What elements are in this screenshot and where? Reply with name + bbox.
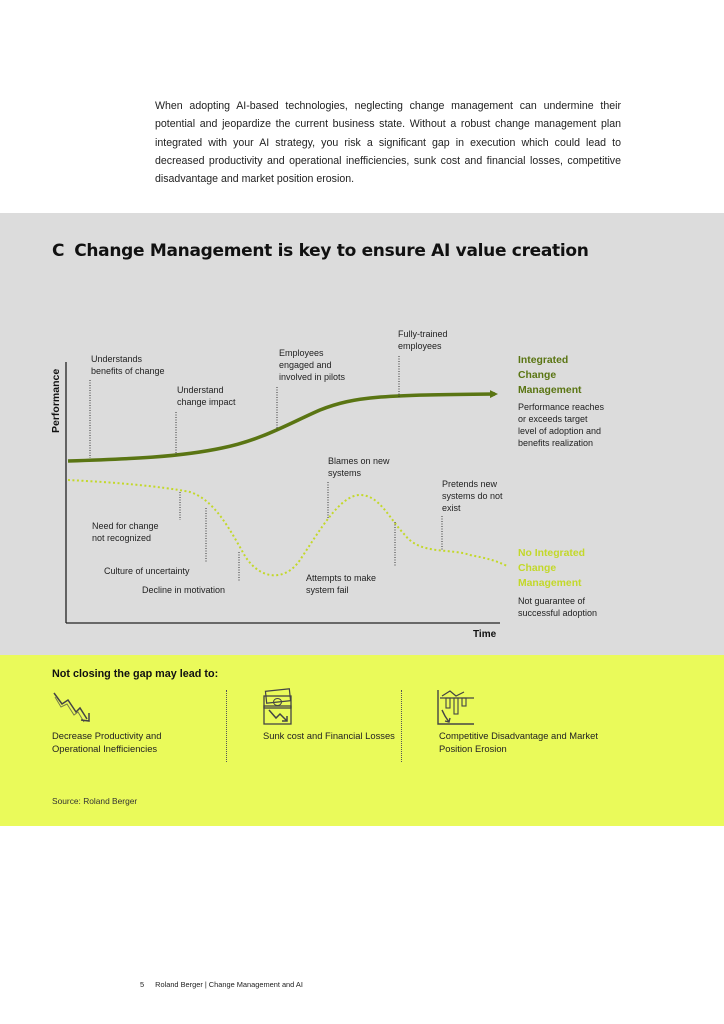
money-loss-icon	[262, 688, 294, 726]
description-line: Not guarantee of	[518, 596, 586, 606]
no-integrated-heading	[518, 548, 585, 589]
figure-letter: C	[52, 241, 65, 261]
change-curve-diagram	[0, 213, 724, 655]
gap-title: Not closing the gap may lead to:	[52, 668, 219, 680]
annotation-line: Pretends new	[442, 479, 498, 489]
annotation-line: Understand	[177, 385, 224, 395]
annotation-line: Employees	[279, 348, 324, 358]
heading-line: Change	[518, 563, 557, 574]
annotation-line: Attempts to make	[306, 573, 377, 583]
description-line: or exceeds target	[518, 414, 588, 424]
impact-label-competitive: Competitive Disadvantage and Market Position Erosion	[439, 730, 598, 754]
heading-line: Change	[518, 370, 557, 381]
annotation-line: systems do not	[442, 491, 503, 501]
annotation-need-for-change	[92, 521, 159, 543]
trend-down-icon	[52, 688, 94, 724]
annotation-line: Need for change	[92, 521, 159, 531]
y-axis-label: Performance	[50, 368, 62, 433]
description-line: Performance reaches	[518, 402, 605, 412]
page-footer	[140, 980, 303, 989]
impact-label-productivity: Decrease Productivity and Operational Inefficiencies	[52, 730, 162, 754]
figure-title: Change Management is key to ensure AI value creation	[74, 241, 589, 261]
heading-line: No Integrated	[518, 548, 585, 559]
annotation-line: engaged and	[279, 360, 332, 370]
annotation-understands-benefits	[91, 354, 165, 376]
integrated-description	[518, 402, 605, 448]
annotation-employees-engaged	[279, 348, 346, 382]
description-line: level of adoption and	[518, 426, 602, 436]
x-axis-label: Time	[473, 629, 497, 640]
annotation-blames-systems	[328, 456, 390, 478]
annotation-line: Blames on new	[328, 456, 390, 466]
annotation-line: Fully-trained	[398, 329, 448, 339]
no-integrated-callouts	[180, 482, 442, 582]
annotation-line: employees	[398, 341, 442, 351]
heading-line: Integrated	[518, 355, 569, 366]
annotation-fully-trained	[398, 329, 448, 351]
no-integrated-description	[518, 596, 597, 618]
annotation-line: benefits of change	[91, 366, 165, 376]
annotation-line: systems	[328, 468, 362, 478]
annotation-pretends-systems	[442, 479, 503, 513]
integrated-curve	[68, 394, 495, 461]
heading-line: Management	[518, 385, 582, 396]
source-note: Source: Roland Berger	[52, 796, 138, 806]
annotation-line: not recognized	[92, 533, 152, 543]
annotation-decline-motivation: Decline in motivation	[142, 585, 226, 595]
impact-label-sunk-cost: Sunk cost and Financial Losses	[263, 730, 395, 741]
page-number: 5	[140, 980, 145, 989]
heading-line: Management	[518, 578, 582, 589]
market-chart-icon	[436, 688, 476, 726]
intro-paragraph: When adopting AI-based technologies, neglecting change management can undermine their potential and jeopardize the current business state. Without a robust change management plan integrated with your AI strategy, you risk a significant gap in execution which could lead to decreased productivity and operational inefficiencies, sunk cost and financial losses, competitive disadvantage and market position erosion.	[155, 100, 621, 186]
annotation-line: change impact	[177, 397, 236, 407]
footer-text: Roland Berger | Change Management and AI	[155, 980, 303, 989]
integrated-heading	[518, 355, 582, 396]
divider	[401, 690, 402, 762]
annotation-culture-uncertainty: Culture of uncertainty	[104, 566, 190, 576]
annotation-line: system fail	[306, 585, 349, 595]
annotation-understand-impact	[177, 385, 236, 407]
description-line: successful adoption	[518, 608, 598, 618]
annotation-attempts-fail	[306, 573, 376, 595]
annotation-line: Understands	[91, 354, 143, 364]
description-line: benefits realization	[518, 438, 594, 448]
divider	[226, 690, 227, 762]
annotation-line: exist	[442, 503, 461, 513]
annotation-line: involved in pilots	[279, 372, 346, 382]
